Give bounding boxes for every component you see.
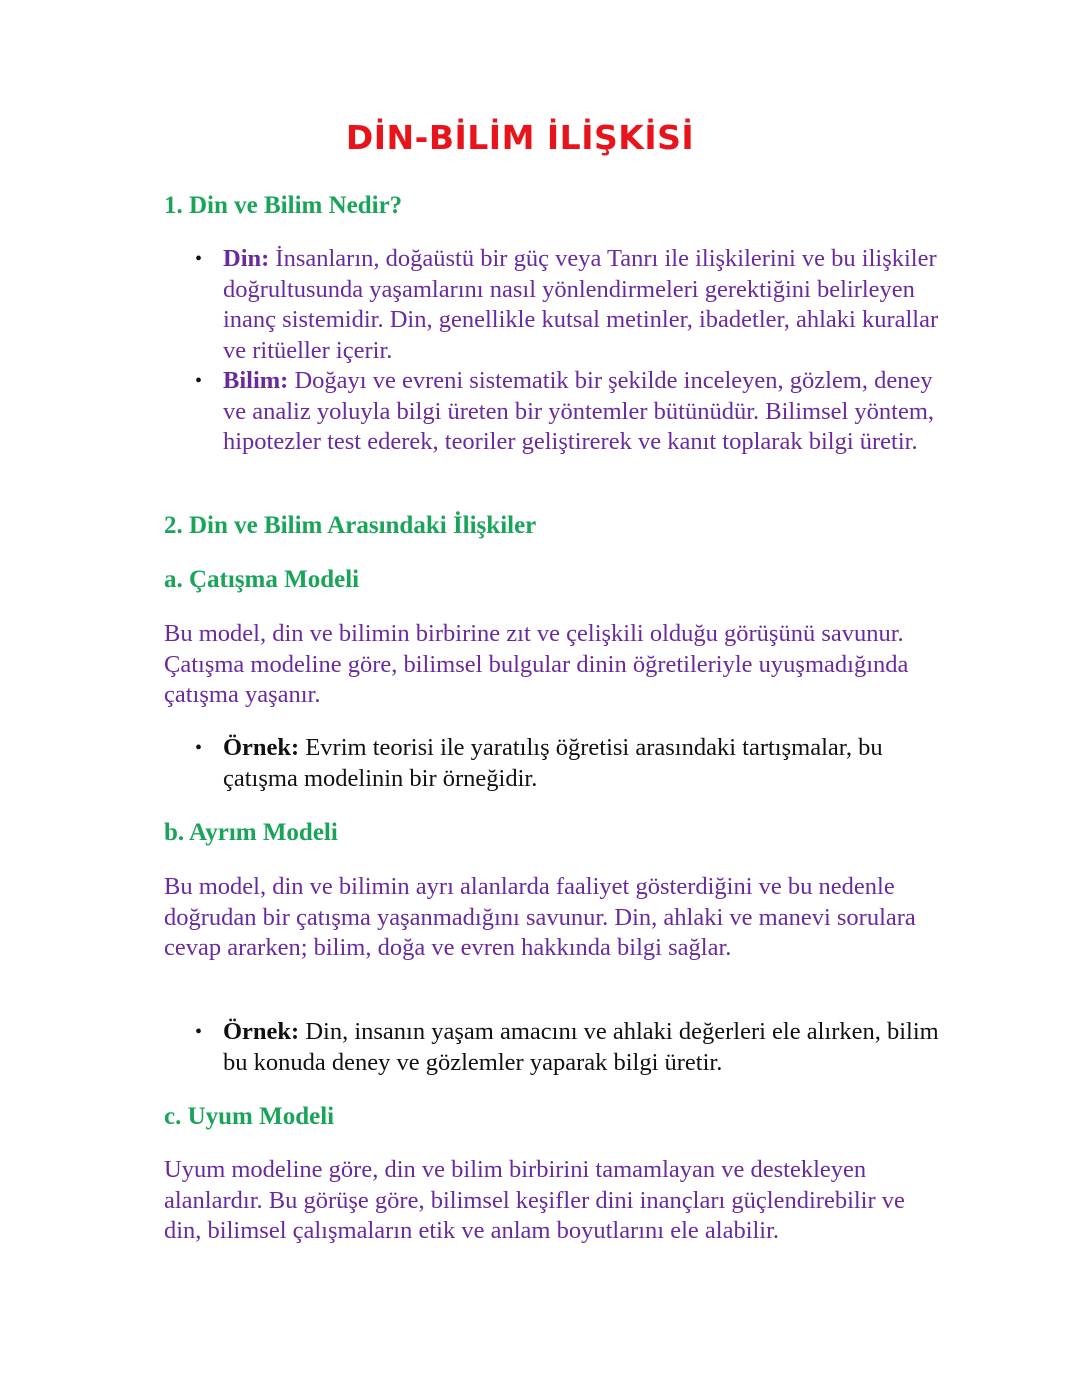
model-b-paragraph: Bu model, din ve bilimin ayrı alanlarda faaliyet gösterdiğini ve bu nedenle doğrudan bir çatışma yaşanmadığını savunur. Din, ahlaki ve manevi sorulara cevap ararken; bilim, doğa ve evren hakkında bilgi sağlar. (164, 873, 916, 961)
example-term: Örnek: (223, 1018, 300, 1045)
section-1-heading: 1. Din ve Bilim Nedir? (164, 192, 403, 219)
definition-din: İnsanların, doğaüstü bir güç veya Tanrı ile ilişkilerini ve bu ilişkiler doğrultusunda yaşamlarını nasıl yönlendirmeleri gerektiğini belirleyen inanç sistemidir. Din, genellikle kutsal metinler, ibadetler, ahlaki kurallar ve ritüeller içerir. (223, 245, 939, 364)
model-c-paragraph: Uyum modeline göre, din ve bilim birbirini tamamlayan ve destekleyen alanlardır. Bu görüşe göre, bilimsel keşifler dini inançları güçlendirebilir ve din, bilimsel çalışmaların etik ve anlam boyutlarını ele alabilir. (164, 1156, 905, 1244)
definition-bilim: Doğayı ve evreni sistematik bir şekilde inceleyen, gözlem, deney ve analiz yoluyla bilgi üreten bir yöntemler bütünüdür. Bilimsel yöntem, hipotezler test ederek, teoriler geliştirerek ve kanıt toplarak bilgi üretir. (223, 367, 935, 455)
list-item-bilim (195, 366, 943, 458)
term-din: Din: (223, 245, 270, 272)
bullet-icon: • (195, 1021, 203, 1043)
bullet-icon: • (195, 370, 203, 392)
term-bilim: Bilim: (223, 367, 289, 394)
model-b-example (195, 1017, 943, 1078)
list-item-din (195, 244, 943, 366)
document-title: DİN-BİLİM İLİŞKİSİ (345, 118, 695, 157)
model-a-heading: a. Çatışma Modeli (164, 566, 360, 593)
model-a-example (195, 733, 943, 794)
bullet-icon: • (195, 248, 203, 270)
example-term: Örnek: (223, 734, 300, 761)
model-c-heading: c. Uyum Modeli (164, 1103, 335, 1130)
example-text: Din, insanın yaşam amacını ve ahlaki değerleri ele alırken, bilim bu konuda deney ve gözlemler yaparak bilgi üretir. (223, 1018, 939, 1076)
model-b-heading: b. Ayrım Modeli (164, 819, 338, 846)
bullet-icon: • (195, 737, 203, 759)
example-text: Evrim teorisi ile yaratılış öğretisi arasındaki tartışmalar, bu çatışma modelinin bir örneğidir. (223, 734, 883, 792)
model-a-paragraph: Bu model, din ve bilimin birbirine zıt ve çelişkili olduğu görüşünü savunur. Çatışma modeline göre, bilimsel bulgular dinin öğretileriyle uyuşmadığında çatışma yaşanır. (164, 620, 909, 708)
section-2-heading: 2. Din ve Bilim Arasındaki İlişkiler (164, 512, 537, 539)
